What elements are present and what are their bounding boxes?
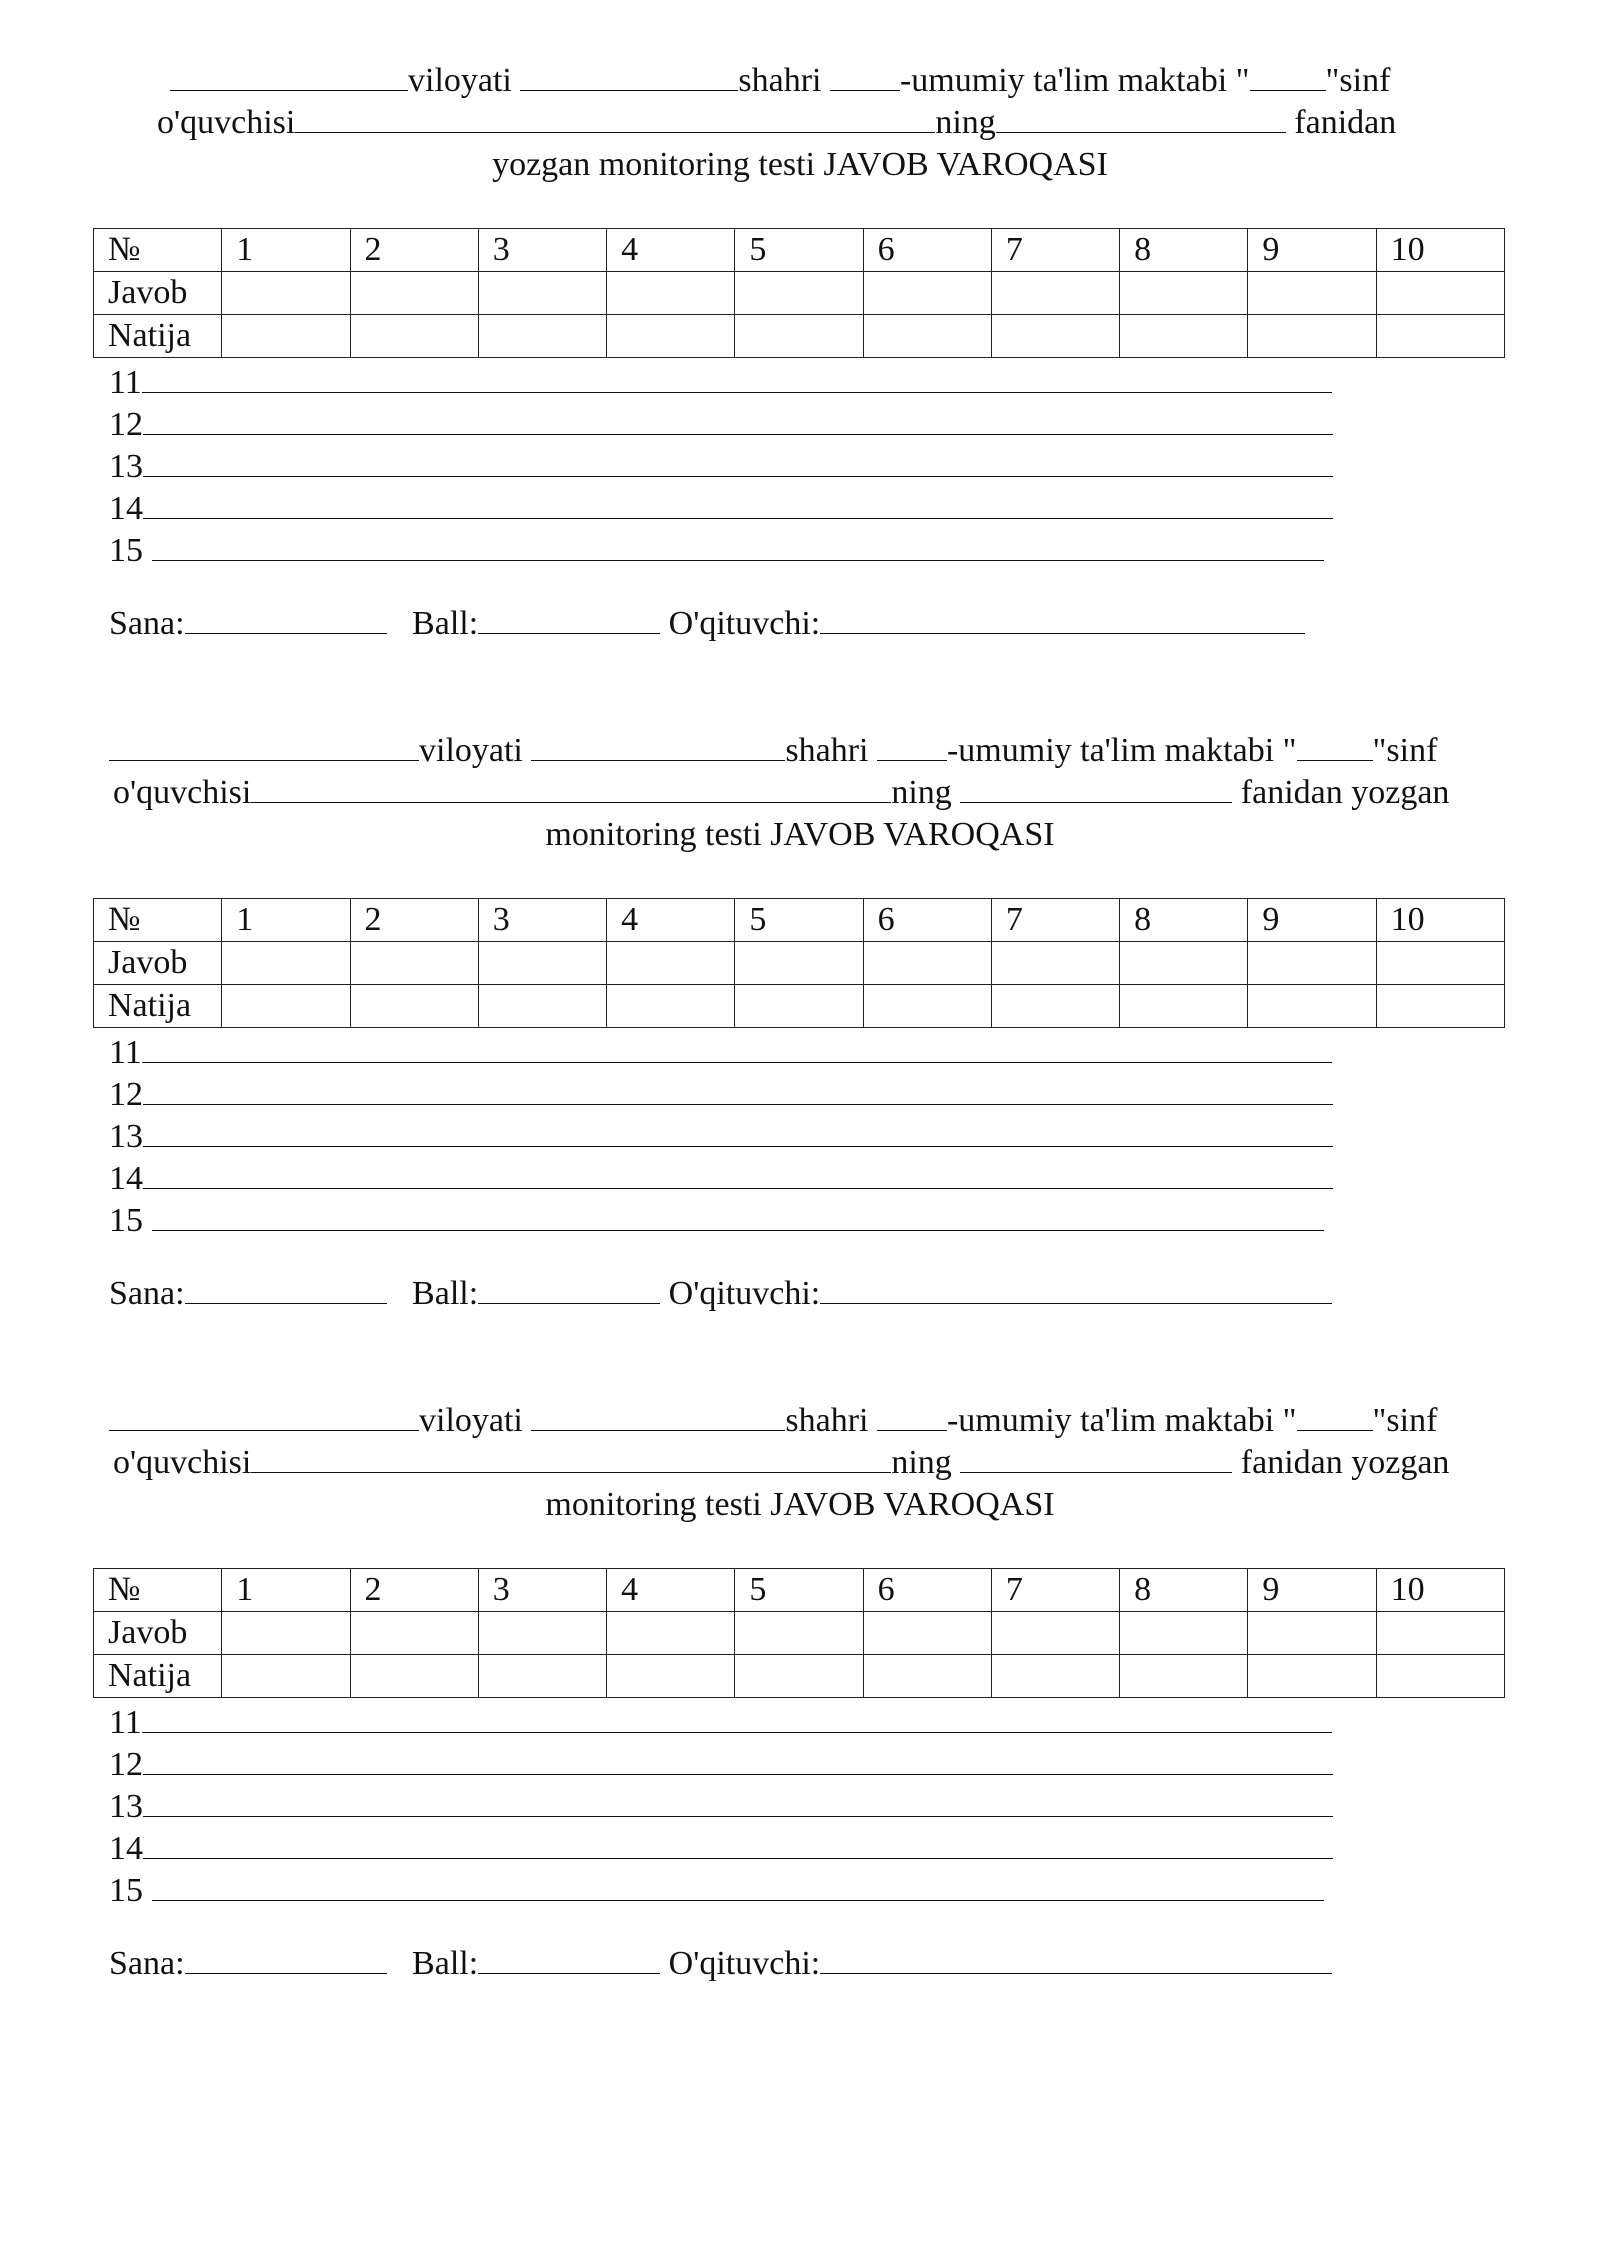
footer bbox=[109, 1943, 1332, 1985]
subject-blank[interactable] bbox=[960, 1442, 1232, 1473]
sana-label: Sana: bbox=[109, 1945, 185, 1982]
answer-cell[interactable] bbox=[350, 942, 478, 985]
school-blank[interactable] bbox=[877, 1400, 947, 1431]
result-cell[interactable] bbox=[735, 315, 863, 358]
student-name-blank[interactable] bbox=[295, 102, 935, 133]
answer-line-13: 13 bbox=[109, 1114, 1333, 1158]
table-header-row bbox=[94, 899, 1505, 942]
answer-cell[interactable] bbox=[222, 272, 350, 315]
result-cell[interactable] bbox=[1376, 1655, 1504, 1698]
answer-blank[interactable] bbox=[142, 1700, 1332, 1733]
row-label: Javob bbox=[94, 272, 222, 315]
table-header-cell: № bbox=[94, 899, 222, 942]
table-header-cell: 6 bbox=[863, 899, 991, 942]
answer-blank[interactable] bbox=[143, 402, 1333, 435]
answer-blank[interactable] bbox=[143, 1114, 1333, 1147]
table-header-cell: 7 bbox=[991, 899, 1119, 942]
answer-cell[interactable] bbox=[350, 272, 478, 315]
school-blank[interactable] bbox=[877, 730, 947, 761]
answer-line-13: 13 bbox=[109, 1784, 1333, 1828]
answer-cell[interactable] bbox=[222, 1612, 350, 1655]
answer-cell[interactable] bbox=[1248, 1612, 1376, 1655]
answer-line-14: 14 bbox=[109, 486, 1333, 530]
teacher-blank[interactable] bbox=[820, 603, 1305, 634]
table-header-cell: 2 bbox=[350, 1569, 478, 1612]
table-header-cell: 10 bbox=[1376, 1569, 1504, 1612]
answer-cell[interactable] bbox=[863, 942, 991, 985]
javob-row bbox=[94, 942, 1505, 985]
sana-label: Sana: bbox=[109, 605, 185, 642]
answer-cell[interactable] bbox=[863, 272, 991, 315]
answer-table bbox=[93, 228, 1505, 358]
answer-cell[interactable] bbox=[1248, 272, 1376, 315]
table-header-cell: № bbox=[94, 229, 222, 272]
table-header-cell: 4 bbox=[607, 229, 735, 272]
answer-line-15: 15 bbox=[109, 1198, 1324, 1242]
result-cell[interactable] bbox=[991, 985, 1119, 1028]
header-line-1: viloyati shahri -umumiy ta'lim maktabi " "sinf bbox=[109, 1400, 1437, 1442]
table-header-cell: № bbox=[94, 1569, 222, 1612]
oqituvchi-label: O'qituvchi: bbox=[668, 605, 821, 642]
answer-line-12: 12 bbox=[109, 1742, 1333, 1786]
answer-line-12: 12 bbox=[109, 1072, 1333, 1116]
table-header-row bbox=[94, 1569, 1505, 1612]
class-blank[interactable] bbox=[1297, 1400, 1373, 1431]
score-blank[interactable] bbox=[478, 603, 660, 634]
javob-row bbox=[94, 1612, 1505, 1655]
table-header-cell: 9 bbox=[1248, 229, 1376, 272]
natija-row bbox=[94, 1655, 1505, 1698]
header-line-1: viloyati shahri -umumiy ta'lim maktabi " "sinf bbox=[170, 60, 1390, 102]
footer bbox=[109, 603, 1305, 645]
answer-cell[interactable] bbox=[1120, 272, 1248, 315]
answer-blank[interactable] bbox=[143, 1826, 1333, 1859]
result-cell[interactable] bbox=[222, 315, 350, 358]
answer-blank[interactable] bbox=[142, 1030, 1332, 1063]
answer-cell[interactable] bbox=[863, 1612, 991, 1655]
result-cell[interactable] bbox=[222, 1655, 350, 1698]
ball-label: Ball: bbox=[412, 605, 479, 642]
answer-blank[interactable] bbox=[143, 486, 1333, 519]
answer-cell[interactable] bbox=[1376, 1612, 1504, 1655]
answer-line-15: 15 bbox=[109, 528, 1324, 572]
result-cell[interactable] bbox=[1376, 315, 1504, 358]
table-header-cell: 3 bbox=[478, 899, 606, 942]
natija-row bbox=[94, 985, 1505, 1028]
city-blank[interactable] bbox=[520, 60, 738, 91]
result-cell[interactable] bbox=[991, 315, 1119, 358]
sana-label: Sana: bbox=[109, 1275, 185, 1312]
answer-line-11: 11 bbox=[109, 1700, 1332, 1744]
answer-cell[interactable] bbox=[735, 1612, 863, 1655]
table-header-cell: 6 bbox=[863, 1569, 991, 1612]
header-line-3: yozgan monitoring testi JAVOB VAROQASI bbox=[492, 146, 1108, 183]
table-header-cell: 5 bbox=[735, 1569, 863, 1612]
city-blank[interactable] bbox=[531, 730, 785, 761]
answer-cell[interactable] bbox=[1248, 942, 1376, 985]
answer-cell[interactable] bbox=[607, 1612, 735, 1655]
result-cell[interactable] bbox=[478, 1655, 606, 1698]
footer bbox=[109, 1273, 1332, 1315]
subject-blank[interactable] bbox=[996, 102, 1286, 133]
result-cell[interactable] bbox=[1248, 985, 1376, 1028]
result-cell[interactable] bbox=[1120, 1655, 1248, 1698]
result-cell[interactable] bbox=[350, 985, 478, 1028]
answer-cell[interactable] bbox=[350, 1612, 478, 1655]
student-name-blank[interactable] bbox=[251, 772, 891, 803]
table-header-cell: 5 bbox=[735, 229, 863, 272]
header-line-3: monitoring testi JAVOB VAROQASI bbox=[545, 1486, 1055, 1523]
answer-line-14: 14 bbox=[109, 1826, 1333, 1870]
table-header-cell: 3 bbox=[478, 229, 606, 272]
student-name-blank[interactable] bbox=[251, 1442, 891, 1473]
table-header-row bbox=[94, 229, 1505, 272]
result-cell[interactable] bbox=[863, 985, 991, 1028]
answer-line-12: 12 bbox=[109, 402, 1333, 446]
ball-label: Ball: bbox=[412, 1945, 479, 1982]
answer-cell[interactable] bbox=[478, 942, 606, 985]
result-cell[interactable] bbox=[1120, 315, 1248, 358]
answer-cell[interactable] bbox=[1120, 942, 1248, 985]
result-cell[interactable] bbox=[350, 1655, 478, 1698]
result-cell[interactable] bbox=[607, 315, 735, 358]
region-blank[interactable] bbox=[109, 730, 419, 761]
answer-blank[interactable] bbox=[143, 1742, 1333, 1775]
ball-label: Ball: bbox=[412, 1275, 479, 1312]
table-header-cell: 5 bbox=[735, 899, 863, 942]
answer-blank[interactable] bbox=[152, 1198, 1324, 1231]
answer-cell[interactable] bbox=[478, 272, 606, 315]
header-line-1: viloyati shahri -umumiy ta'lim maktabi " "sinf bbox=[109, 730, 1437, 772]
answer-cell[interactable] bbox=[735, 272, 863, 315]
answer-blank[interactable] bbox=[143, 1156, 1333, 1189]
answer-line-15: 15 bbox=[109, 1868, 1324, 1912]
oqituvchi-label: O'qituvchi: bbox=[668, 1945, 821, 1982]
answer-blank[interactable] bbox=[152, 528, 1324, 561]
answer-cell[interactable] bbox=[222, 942, 350, 985]
header-line-2: o'quvchisi ning fanidan yozgan bbox=[113, 1444, 1450, 1481]
answer-cell[interactable] bbox=[991, 1612, 1119, 1655]
natija-row bbox=[94, 315, 1505, 358]
table-header-cell: 4 bbox=[607, 899, 735, 942]
result-cell[interactable] bbox=[607, 1655, 735, 1698]
table-header-cell: 9 bbox=[1248, 899, 1376, 942]
result-cell[interactable] bbox=[991, 1655, 1119, 1698]
answer-blank[interactable] bbox=[152, 1868, 1324, 1901]
table-header-cell: 10 bbox=[1376, 229, 1504, 272]
table-header-cell: 2 bbox=[350, 899, 478, 942]
answer-cell[interactable] bbox=[1376, 272, 1504, 315]
result-cell[interactable] bbox=[478, 985, 606, 1028]
answer-table bbox=[93, 898, 1505, 1028]
teacher-blank[interactable] bbox=[820, 1273, 1332, 1304]
answer-cell[interactable] bbox=[991, 272, 1119, 315]
row-label: Natija bbox=[94, 1655, 222, 1698]
region-blank[interactable] bbox=[170, 60, 408, 91]
table-header-cell: 3 bbox=[478, 1569, 606, 1612]
header-line-3: monitoring testi JAVOB VAROQASI bbox=[545, 816, 1055, 853]
answer-cell[interactable] bbox=[735, 942, 863, 985]
answer-blank[interactable] bbox=[143, 1072, 1333, 1105]
table-header-cell: 10 bbox=[1376, 899, 1504, 942]
date-blank[interactable] bbox=[185, 1943, 387, 1974]
teacher-blank[interactable] bbox=[820, 1943, 1332, 1974]
table-header-cell: 8 bbox=[1120, 229, 1248, 272]
result-cell[interactable] bbox=[1248, 1655, 1376, 1698]
answer-line-11: 11 bbox=[109, 360, 1332, 404]
result-cell[interactable] bbox=[222, 985, 350, 1028]
answer-cell[interactable] bbox=[607, 272, 735, 315]
answer-cell[interactable] bbox=[478, 1612, 606, 1655]
table-header-cell: 7 bbox=[991, 229, 1119, 272]
table-header-cell: 9 bbox=[1248, 1569, 1376, 1612]
score-blank[interactable] bbox=[478, 1273, 660, 1304]
javob-row bbox=[94, 272, 1505, 315]
result-cell[interactable] bbox=[1376, 985, 1504, 1028]
header-line-2: o'quvchisi ning fanidan bbox=[157, 104, 1397, 141]
row-label: Javob bbox=[94, 1612, 222, 1655]
table-header-cell: 1 bbox=[222, 899, 350, 942]
answer-cell[interactable] bbox=[991, 942, 1119, 985]
answer-cell[interactable] bbox=[607, 942, 735, 985]
result-cell[interactable] bbox=[735, 1655, 863, 1698]
result-cell[interactable] bbox=[478, 315, 606, 358]
result-cell[interactable] bbox=[1248, 315, 1376, 358]
table-header-cell: 8 bbox=[1120, 899, 1248, 942]
date-blank[interactable] bbox=[185, 1273, 387, 1304]
class-blank[interactable] bbox=[1250, 60, 1326, 91]
answer-blank[interactable] bbox=[142, 360, 1332, 393]
answer-line-14: 14 bbox=[109, 1156, 1333, 1200]
table-header-cell: 2 bbox=[350, 229, 478, 272]
row-label: Natija bbox=[94, 315, 222, 358]
answer-cell[interactable] bbox=[1120, 1612, 1248, 1655]
region-blank[interactable] bbox=[109, 1400, 419, 1431]
table-header-cell: 8 bbox=[1120, 1569, 1248, 1612]
date-blank[interactable] bbox=[185, 603, 387, 634]
result-cell[interactable] bbox=[735, 985, 863, 1028]
oqituvchi-label: O'qituvchi: bbox=[668, 1275, 821, 1312]
table-header-cell: 4 bbox=[607, 1569, 735, 1612]
answer-line-13: 13 bbox=[109, 444, 1333, 488]
answer-table bbox=[93, 1568, 1505, 1698]
answer-line-11: 11 bbox=[109, 1030, 1332, 1074]
row-label: Natija bbox=[94, 985, 222, 1028]
row-label: Javob bbox=[94, 942, 222, 985]
result-cell[interactable] bbox=[607, 985, 735, 1028]
result-cell[interactable] bbox=[350, 315, 478, 358]
city-blank[interactable] bbox=[531, 1400, 785, 1431]
answer-blank[interactable] bbox=[143, 444, 1333, 477]
school-blank[interactable] bbox=[830, 60, 900, 91]
result-cell[interactable] bbox=[863, 315, 991, 358]
table-header-cell: 1 bbox=[222, 229, 350, 272]
answer-blank[interactable] bbox=[143, 1784, 1333, 1817]
table-header-cell: 6 bbox=[863, 229, 991, 272]
table-header-cell: 7 bbox=[991, 1569, 1119, 1612]
result-cell[interactable] bbox=[1120, 985, 1248, 1028]
answer-cell[interactable] bbox=[1376, 942, 1504, 985]
header-line-2: o'quvchisi ning fanidan yozgan bbox=[113, 774, 1450, 811]
table-header-cell: 1 bbox=[222, 1569, 350, 1612]
score-blank[interactable] bbox=[478, 1943, 660, 1974]
result-cell[interactable] bbox=[863, 1655, 991, 1698]
subject-blank[interactable] bbox=[960, 772, 1232, 803]
class-blank[interactable] bbox=[1297, 730, 1373, 761]
